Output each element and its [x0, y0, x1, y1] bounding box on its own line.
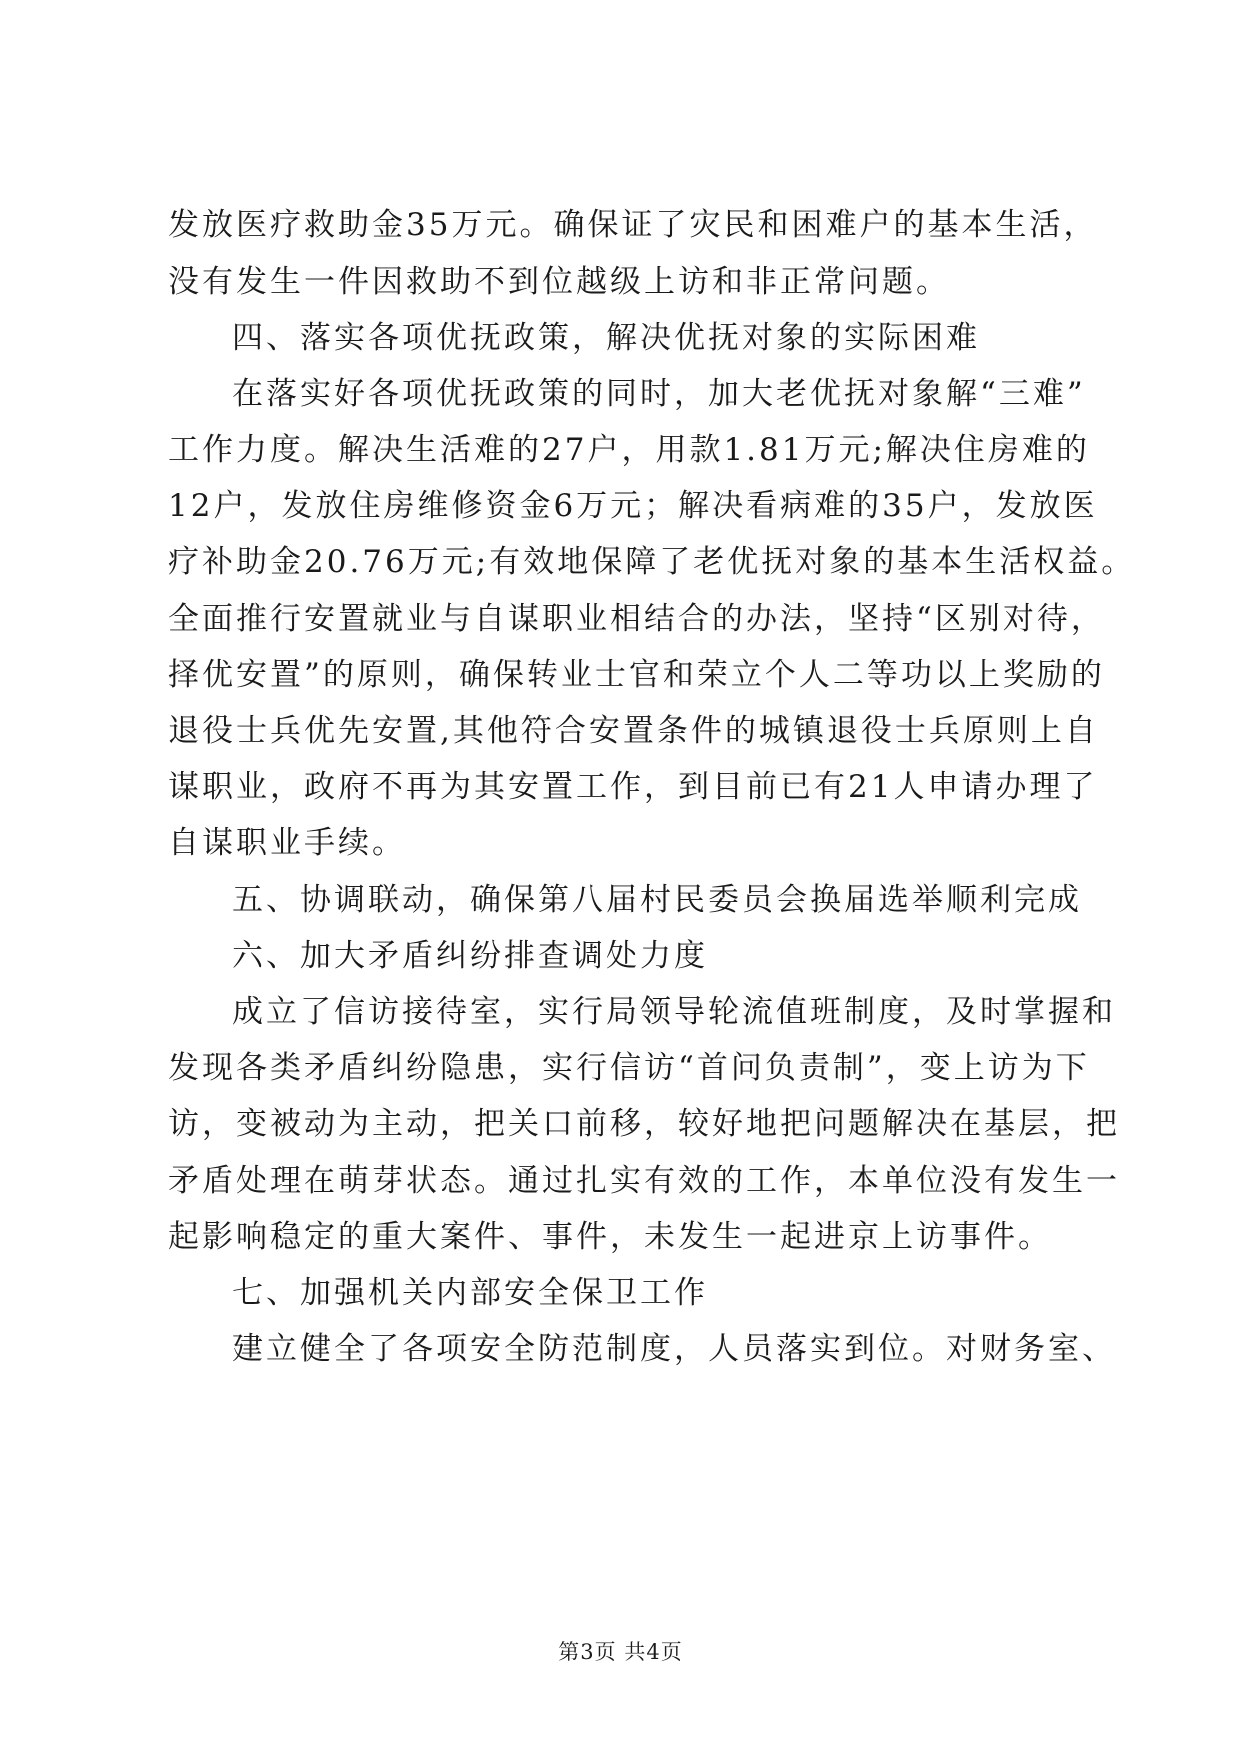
text-line: 退役士兵优先安置,其他符合安置条件的城镇退役士兵原则上自 [168, 713, 1099, 749]
text-line: 在落实好各项优抚政策的同时，加大老优抚对象解“三难” [232, 376, 1086, 412]
section-heading-5: 五、协调联动，确保第八届村民委员会换届选举顺利完成 [232, 882, 1082, 918]
page-number-footer: 第3页 共4页 [558, 1640, 683, 1664]
text-line: 疗补助金20.76万元;有效地保障了老优抚对象的基本生活权益。 [168, 544, 1136, 580]
text-line: 发现各类矛盾纠纷隐患，实行信访“首问负责制”，变上访为下 [168, 1050, 1090, 1086]
section-heading-7: 七、加强机关内部安全保卫工作 [232, 1275, 708, 1311]
text-line: 工作力度。解决生活难的27户，用款1.81万元;解决住房难的 [168, 432, 1090, 468]
text-line: 全面推行安置就业与自谋职业相结合的办法，坚持“区别对待， [168, 601, 1105, 637]
section-heading-4: 四、落实各项优抚政策，解决优抚对象的实际困难 [232, 320, 980, 356]
text-line: 成立了信访接待室，实行局领导轮流值班制度，及时掌握和 [232, 994, 1116, 1030]
text-line: 没有发生一件因救助不到位越级上访和非正常问题。 [168, 264, 950, 300]
text-line: 访，变被动为主动，把关口前移，较好地把问题解决在基层，把 [168, 1106, 1120, 1142]
text-line: 起影响稳定的重大案件、事件，未发生一起进京上访事件。 [168, 1219, 1052, 1255]
text-line: 发放医疗救助金35万元。确保证了灾民和困难户的基本生活， [168, 207, 1098, 243]
text-line: 12户，发放住房维修资金6万元；解决看病难的35户，发放医 [168, 488, 1098, 524]
section-heading-6: 六、加大矛盾纠纷排查调处力度 [232, 938, 708, 974]
text-line: 建立健全了各项安全防范制度，人员落实到位。对财务室、 [232, 1331, 1116, 1367]
text-line: 自谋职业手续。 [168, 825, 406, 861]
text-line: 谋职业，政府不再为其安置工作，到目前已有21人申请办理了 [168, 769, 1098, 805]
text-line: 择优安置”的原则，确保转业士官和荣立个人二等功以上奖励的 [168, 657, 1105, 693]
text-line: 矛盾处理在萌芽状态。通过扎实有效的工作，本单位没有发生一 [168, 1163, 1120, 1199]
